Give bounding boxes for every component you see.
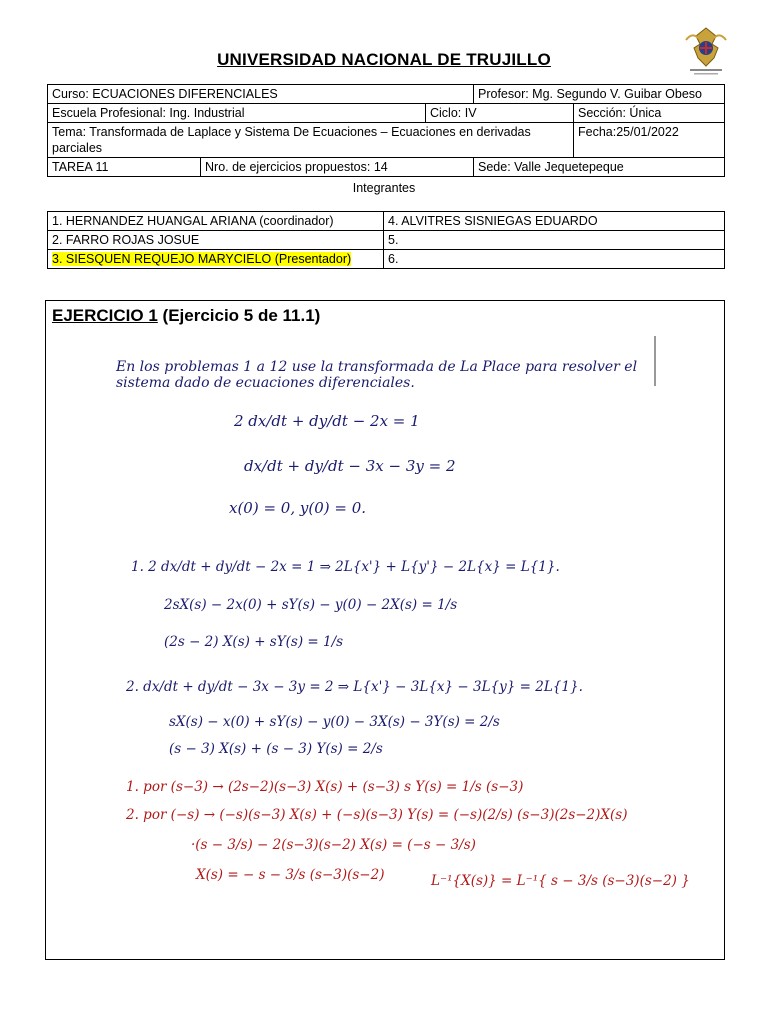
combined-line: ·(s − 3/s) − 2(s−3)(s−2) X(s) = (−s − 3/s)	[191, 837, 476, 853]
professor-cell: Profesor: Mg. Segundo V. Guibar Obeso	[474, 85, 725, 104]
member-3: 3. SIESQUEN REQUEJO MARYCIELO (Presentador)	[52, 252, 352, 266]
intro-line-2: sistema dado de ecuaciones diferenciales.	[116, 375, 415, 391]
section-cell: Sección: Única	[574, 104, 725, 123]
campus-cell: Sede: Valle Jequetepeque	[474, 158, 725, 177]
multiply-line-1: 1. por (s−3) → (2s−2)(s−3) X(s) + (s−3) s Y(s) = 1/s (s−3)	[126, 779, 524, 795]
step2-result: (s − 3) X(s) + (s − 3) Y(s) = 2/s	[169, 741, 383, 757]
x-of-s-result: X(s) = − s − 3/s (s−3)(s−2)	[196, 867, 385, 883]
equation-2: dx/dt + dy/dt − 3x − 3y = 2	[244, 457, 456, 475]
date-cell: Fecha:25/01/2022	[574, 123, 725, 158]
exercise-number: EJERCICIO 1	[52, 306, 158, 325]
initial-conditions: x(0) = 0, y(0) = 0.	[229, 499, 367, 517]
step1-transform: 1. 2 dx/dt + dy/dt − 2x = 1 ⇒ 2L{x'} + L{y'} − 2L{x} = L{1}.	[131, 559, 560, 575]
course-info-table	[47, 84, 725, 177]
inverse-transform: L⁻¹{X(s)} = L⁻¹{ s − 3/s (s−3)(s−2) }	[431, 873, 690, 889]
member-4: 4. ALVITRES SISNIEGAS EDUARDO	[384, 212, 725, 231]
member-6: 6.	[384, 250, 725, 269]
university-title: UNIVERSIDAD NACIONAL DE TRUJILLO	[217, 50, 551, 69]
member-2: 2. FARRO ROJAS JOSUE	[48, 231, 384, 250]
multiply-line-2: 2. por (−s) → (−s)(s−3) X(s) + (−s)(s−3) Y(s) = (−s)(2/s) (s−3)(2s−2)X(s)	[126, 807, 628, 823]
homework-cell: TAREA 11	[48, 158, 201, 177]
handwritten-solution	[46, 301, 724, 959]
step1-expanded: 2sX(s) − 2x(0) + sY(s) − y(0) − 2X(s) = 1/s	[164, 597, 458, 613]
exercise-count-cell: Nro. de ejercicios propuestos: 14	[201, 158, 474, 177]
intro-line-1: En los problemas 1 a 12 use la transformada de La Place para resolver el	[116, 359, 638, 375]
school-cell: Escuela Profesional: Ing. Industrial	[48, 104, 426, 123]
member-5: 5.	[384, 231, 725, 250]
exercise-box	[45, 300, 725, 960]
members-heading: Integrantes	[352, 181, 416, 195]
member-3-cell	[48, 250, 384, 269]
members-table	[47, 211, 725, 269]
course-cell: Curso: ECUACIONES DIFERENCIALES	[48, 85, 474, 104]
cycle-cell: Ciclo: IV	[426, 104, 574, 123]
step1-result: (2s − 2) X(s) + sY(s) = 1/s	[164, 634, 344, 650]
exercise-subtitle: (Ejercicio 5 de 11.1)	[157, 306, 321, 325]
step2-expanded: sX(s) − x(0) + sY(s) − y(0) − 3X(s) − 3Y(s) = 2/s	[169, 714, 500, 730]
university-crest-icon	[676, 22, 736, 82]
equation-1: 2 dx/dt + dy/dt − 2x = 1	[234, 412, 420, 430]
step2-transform: 2. dx/dt + dy/dt − 3x − 3y = 2 ⇒ L{x'} − 3L{x} − 3L{y} = 2L{1}.	[126, 679, 583, 695]
member-1: 1. HERNANDEZ HUANGAL ARIANA (coordinador)	[48, 212, 384, 231]
topic-cell: Tema: Transformada de Laplace y Sistema De Ecuaciones – Ecuaciones en derivadas parciales	[48, 123, 574, 158]
